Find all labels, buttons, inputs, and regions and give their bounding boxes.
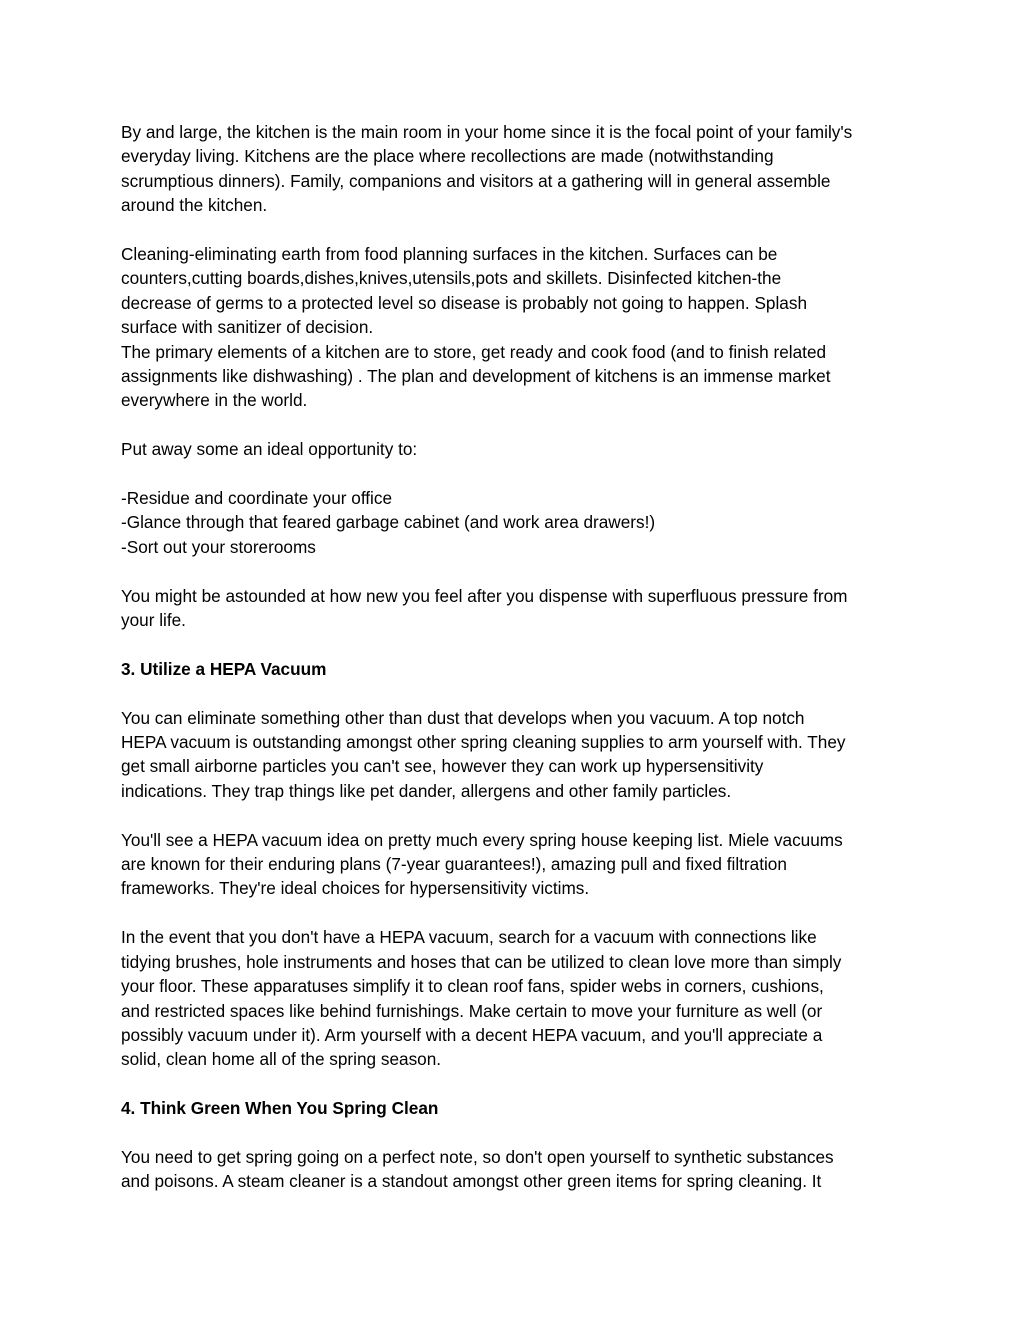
list-tasks: -Residue and coordinate your office -Glance through that feared garbage cabinet (and work area drawers!) -Sort out your storerooms bbox=[121, 488, 656, 557]
paragraph-hepa-alternatives: In the event that you don't have a HEPA vacuum, search for a vacuum with connections like tidying brushes, hole instruments and hoses that can be utilized to clean love more than simply your floor. These apparatuses simplify it to clean roof fans, spider webs in corners, cushions, and restricted spaces like behind furnishings. Make certain to move your furniture as well (or possibly vacuum under it). Arm yourself with a decent HEPA vacuum, and you'll appreciate a solid, clean home all of the spring season. bbox=[121, 927, 842, 1070]
heading-think-green: 4. Think Green When You Spring Clean bbox=[121, 1098, 439, 1119]
paragraph-kitchen-functions: The primary elements of a kitchen are to store, get ready and cook food (and to finish related assignments like dishwashing) . The plan and development of kitchens is an immense market everywhere in the world. bbox=[121, 341, 831, 411]
paragraph-hepa-miele: You'll see a HEPA vacuum idea on pretty much every spring house keeping list. Miele vacuums are known for their enduring plans (7-year guarantees!), amazing pull and fixed filtration frameworks. They're ideal choices for hypersensitivity victims. bbox=[121, 829, 843, 899]
paragraph-green-cleaning: You need to get spring going on a perfect note, so don't open yourself to synthetic substances and poisons. A steam cleaner is a standout amongst other green items for spring cleaning. It bbox=[121, 1146, 834, 1192]
paragraph-opportunity-intro: Put away some an ideal opportunity to: bbox=[121, 439, 418, 460]
paragraph-hepa-dust: You can eliminate something other than dust that develops when you vacuum. A top notch HEPA vacuum is outstanding amongst other spring cleaning supplies to arm yourself with. They get small airborne particles you can't see, however they can work up hypersensitivity indications. They trap things like pet dander, allergens and other family particles. bbox=[121, 707, 846, 801]
paragraph-cleaning-definition: Cleaning-eliminating earth from food planning surfaces in the kitchen. Surfaces can be counters,cutting boards,dishes,knives,utensils,pots and skillets. Disinfected kitchen-the decrease of germs to a protected level so disease is probably not going to happen. Splash surface with sanitizer of decision. bbox=[121, 244, 808, 338]
heading-hepa-vacuum: 3. Utilize a HEPA Vacuum bbox=[121, 658, 327, 679]
document-page bbox=[121, 120, 921, 1194]
paragraph-kitchen-intro: By and large, the kitchen is the main room in your home since it is the focal point of your family's everyday living. Kitchens are the place where recollections are made (notwithstanding scrumptious dinners). Family, companions and visitors at a gathering will in general assemble around the kitchen. bbox=[121, 122, 853, 216]
paragraph-astounded: You might be astounded at how new you feel after you dispense with superfluous pressure from your life. bbox=[121, 585, 848, 631]
